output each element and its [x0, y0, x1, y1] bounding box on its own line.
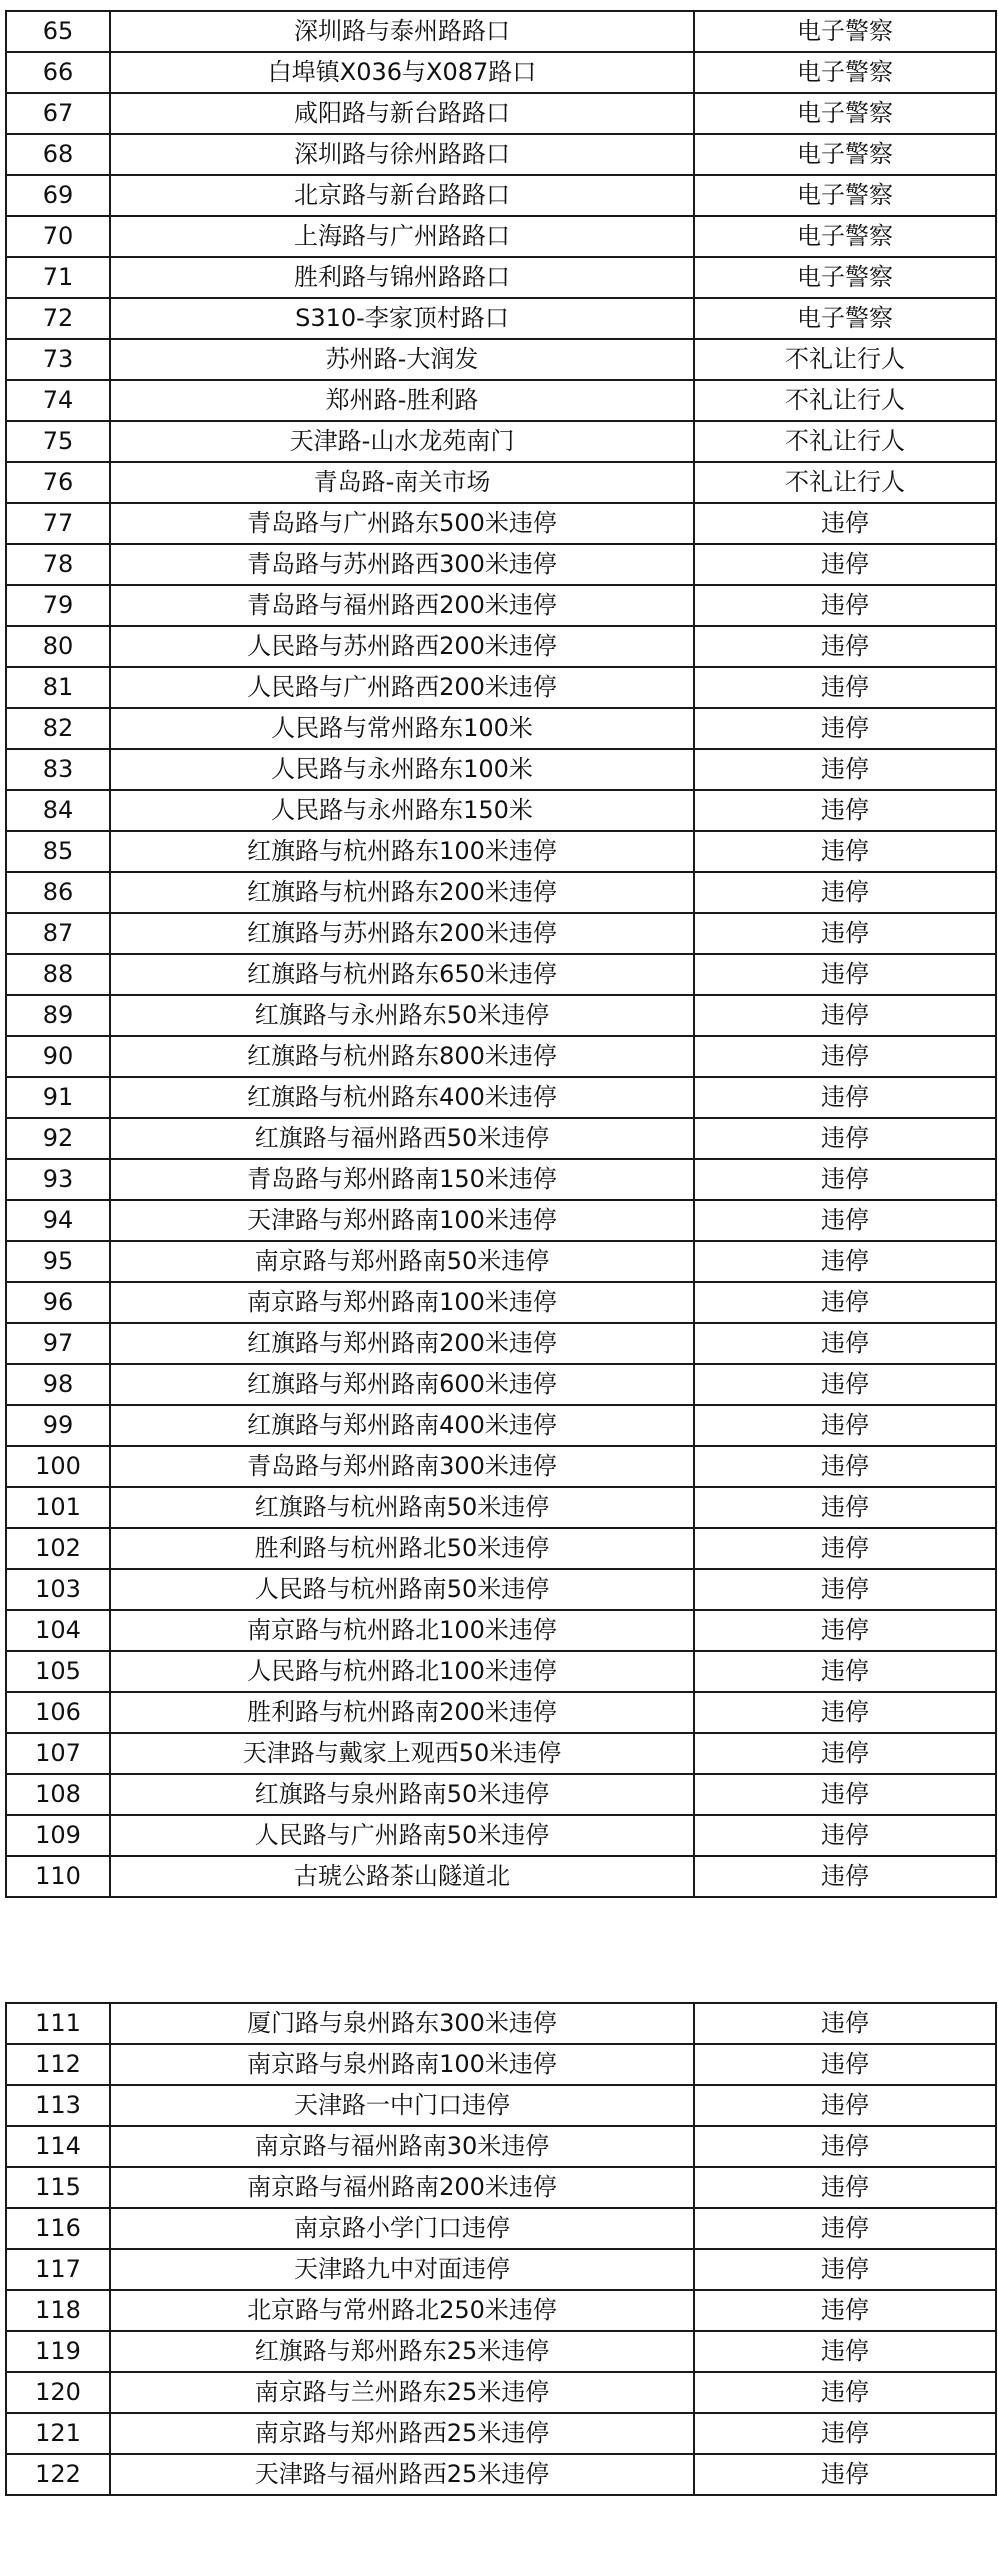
row-number-cell: 83: [6, 749, 110, 790]
row-number-cell: 65: [6, 11, 110, 52]
row-number-cell: 99: [6, 1405, 110, 1446]
location-cell: 红旗路与郑州路东25米违停: [110, 2331, 694, 2372]
violation-type-cell: 违停: [694, 667, 996, 708]
location-cell: 红旗路与永州路东50米违停: [110, 995, 694, 1036]
table-row: [6, 1692, 996, 1733]
table-row: [6, 913, 996, 954]
violation-type-cell: 违停: [694, 1651, 996, 1692]
row-number-cell: 106: [6, 1692, 110, 1733]
table-row: [6, 134, 996, 175]
row-number-cell: 120: [6, 2372, 110, 2413]
row-number-cell: 104: [6, 1610, 110, 1651]
row-number-cell: 122: [6, 2454, 110, 2495]
location-cell: 红旗路与杭州路东200米违停: [110, 872, 694, 913]
table-row: [6, 2085, 996, 2126]
violation-type-cell: 违停: [694, 2290, 996, 2331]
row-number-cell: 67: [6, 93, 110, 134]
table-row: [6, 1200, 996, 1241]
violation-type-cell: 违停: [694, 2044, 996, 2085]
location-cell: 古琥公路茶山隧道北: [110, 1856, 694, 1897]
violation-type-cell: 违停: [694, 2126, 996, 2167]
row-number-cell: 121: [6, 2413, 110, 2454]
table-row: [6, 2003, 996, 2044]
row-number-cell: 107: [6, 1733, 110, 1774]
row-number-cell: 94: [6, 1200, 110, 1241]
table-row: [6, 585, 996, 626]
row-number-cell: 116: [6, 2208, 110, 2249]
location-cell: 天津路与福州路西25米违停: [110, 2454, 694, 2495]
violation-type-cell: 违停: [694, 1815, 996, 1856]
location-cell: 红旗路与福州路西50米违停: [110, 1118, 694, 1159]
violation-type-cell: 不礼让行人: [694, 339, 996, 380]
table-row: [6, 954, 996, 995]
violation-type-cell: 违停: [694, 1610, 996, 1651]
table-row: [6, 216, 996, 257]
location-cell: 南京路小学门口违停: [110, 2208, 694, 2249]
violation-type-cell: 违停: [694, 1364, 996, 1405]
row-number-cell: 98: [6, 1364, 110, 1405]
table-row: [6, 872, 996, 913]
row-number-cell: 77: [6, 503, 110, 544]
violation-type-cell: 违停: [694, 1774, 996, 1815]
violation-type-cell: 违停: [694, 749, 996, 790]
table-row: [6, 708, 996, 749]
location-cell: 厦门路与泉州路东300米违停: [110, 2003, 694, 2044]
row-number-cell: 101: [6, 1487, 110, 1528]
location-cell: 天津路-山水龙苑南门: [110, 421, 694, 462]
violation-type-cell: 违停: [694, 1733, 996, 1774]
table-row: [6, 2044, 996, 2085]
location-cell: 南京路与福州路南200米违停: [110, 2167, 694, 2208]
row-number-cell: 68: [6, 134, 110, 175]
violation-type-cell: 违停: [694, 872, 996, 913]
violation-type-cell: 违停: [694, 626, 996, 667]
violation-type-cell: 违停: [694, 1405, 996, 1446]
violation-type-cell: 违停: [694, 1323, 996, 1364]
row-number-cell: 103: [6, 1569, 110, 1610]
row-number-cell: 113: [6, 2085, 110, 2126]
row-number-cell: 86: [6, 872, 110, 913]
table-row: [6, 1487, 996, 1528]
violation-type-cell: 电子警察: [694, 93, 996, 134]
violation-type-cell: 违停: [694, 2372, 996, 2413]
table-row: [6, 1077, 996, 1118]
location-cell: 人民路与永州路东150米: [110, 790, 694, 831]
table-row: [6, 1159, 996, 1200]
location-cell: 南京路与福州路南30米违停: [110, 2126, 694, 2167]
violation-type-cell: 不礼让行人: [694, 462, 996, 503]
row-number-cell: 117: [6, 2249, 110, 2290]
location-cell: 胜利路与杭州路南200米违停: [110, 1692, 694, 1733]
violation-type-cell: 违停: [694, 1282, 996, 1323]
violation-type-cell: 不礼让行人: [694, 421, 996, 462]
location-cell: 红旗路与郑州路南600米违停: [110, 1364, 694, 1405]
location-cell: 天津路与戴家上观西50米违停: [110, 1733, 694, 1774]
row-number-cell: 93: [6, 1159, 110, 1200]
row-number-cell: 90: [6, 1036, 110, 1077]
violation-type-cell: 违停: [694, 954, 996, 995]
table-row: [6, 1610, 996, 1651]
row-number-cell: 112: [6, 2044, 110, 2085]
location-cell: 上海路与广州路路口: [110, 216, 694, 257]
location-cell: 青岛路与福州路西200米违停: [110, 585, 694, 626]
table-row: [6, 749, 996, 790]
location-cell: 深圳路与徐州路路口: [110, 134, 694, 175]
violation-type-cell: 违停: [694, 2413, 996, 2454]
violation-type-cell: 电子警察: [694, 216, 996, 257]
table-row: [6, 1241, 996, 1282]
violation-type-cell: 违停: [694, 1856, 996, 1897]
violation-type-cell: 违停: [694, 790, 996, 831]
table-row: [6, 1856, 996, 1897]
location-cell: 天津路九中对面违停: [110, 2249, 694, 2290]
table-row: [6, 1528, 996, 1569]
row-number-cell: 85: [6, 831, 110, 872]
table-row: [6, 1323, 996, 1364]
location-cell: 白埠镇X036与X087路口: [110, 52, 694, 93]
camera-list-table-part-2: [5, 2002, 997, 2496]
location-cell: 青岛路与广州路东500米违停: [110, 503, 694, 544]
row-number-cell: 74: [6, 380, 110, 421]
table-row: [6, 2126, 996, 2167]
row-number-cell: 71: [6, 257, 110, 298]
location-cell: 人民路与杭州路南50米违停: [110, 1569, 694, 1610]
table-row: [6, 11, 996, 52]
row-number-cell: 84: [6, 790, 110, 831]
row-number-cell: 79: [6, 585, 110, 626]
location-cell: 胜利路与杭州路北50米违停: [110, 1528, 694, 1569]
violation-type-cell: 违停: [694, 2085, 996, 2126]
row-number-cell: 97: [6, 1323, 110, 1364]
table-row: [6, 175, 996, 216]
violation-type-cell: 电子警察: [694, 175, 996, 216]
row-number-cell: 119: [6, 2331, 110, 2372]
table-row: [6, 1364, 996, 1405]
table-row: [6, 257, 996, 298]
violation-type-cell: 违停: [694, 1077, 996, 1118]
location-cell: 天津路一中门口违停: [110, 2085, 694, 2126]
table-row: [6, 503, 996, 544]
table-row: [6, 2413, 996, 2454]
violation-type-cell: 违停: [694, 913, 996, 954]
violation-type-cell: 电子警察: [694, 298, 996, 339]
location-cell: 青岛路-南关市场: [110, 462, 694, 503]
table-row: [6, 462, 996, 503]
table-row: [6, 1282, 996, 1323]
row-number-cell: 78: [6, 544, 110, 585]
violation-type-cell: 电子警察: [694, 11, 996, 52]
table-row: [6, 52, 996, 93]
table-row: [6, 421, 996, 462]
location-cell: 人民路与常州路东100米: [110, 708, 694, 749]
location-cell: 人民路与苏州路西200米违停: [110, 626, 694, 667]
location-cell: 人民路与广州路西200米违停: [110, 667, 694, 708]
location-cell: 青岛路与郑州路南150米违停: [110, 1159, 694, 1200]
violation-type-cell: 不礼让行人: [694, 380, 996, 421]
violation-type-cell: 违停: [694, 1692, 996, 1733]
location-cell: 人民路与永州路东100米: [110, 749, 694, 790]
row-number-cell: 69: [6, 175, 110, 216]
table-body: [6, 2003, 996, 2495]
row-number-cell: 115: [6, 2167, 110, 2208]
row-number-cell: 91: [6, 1077, 110, 1118]
violation-type-cell: 违停: [694, 1528, 996, 1569]
table-row: [6, 1446, 996, 1487]
violation-type-cell: 违停: [694, 2167, 996, 2208]
table-row: [6, 2372, 996, 2413]
violation-type-cell: 违停: [694, 995, 996, 1036]
table-row: [6, 339, 996, 380]
table-row: [6, 1569, 996, 1610]
violation-type-cell: 违停: [694, 2208, 996, 2249]
violation-type-cell: 电子警察: [694, 257, 996, 298]
row-number-cell: 70: [6, 216, 110, 257]
row-number-cell: 87: [6, 913, 110, 954]
table-row: [6, 380, 996, 421]
violation-type-cell: 违停: [694, 503, 996, 544]
table-row: [6, 790, 996, 831]
violation-type-cell: 违停: [694, 2249, 996, 2290]
row-number-cell: 118: [6, 2290, 110, 2331]
table-row: [6, 1774, 996, 1815]
violation-type-cell: 违停: [694, 1118, 996, 1159]
violation-type-cell: 违停: [694, 2454, 996, 2495]
row-number-cell: 82: [6, 708, 110, 749]
row-number-cell: 111: [6, 2003, 110, 2044]
location-cell: 胜利路与锦州路路口: [110, 257, 694, 298]
row-number-cell: 89: [6, 995, 110, 1036]
location-cell: 青岛路与苏州路西300米违停: [110, 544, 694, 585]
row-number-cell: 88: [6, 954, 110, 995]
row-number-cell: 110: [6, 1856, 110, 1897]
violation-type-cell: 违停: [694, 1446, 996, 1487]
location-cell: 人民路与广州路南50米违停: [110, 1815, 694, 1856]
violation-type-cell: 违停: [694, 544, 996, 585]
location-cell: 咸阳路与新台路路口: [110, 93, 694, 134]
location-cell: 红旗路与杭州路东800米违停: [110, 1036, 694, 1077]
table-row: [6, 2167, 996, 2208]
table-body: [6, 11, 996, 1897]
location-cell: 南京路与郑州路南100米违停: [110, 1282, 694, 1323]
row-number-cell: 66: [6, 52, 110, 93]
row-number-cell: 105: [6, 1651, 110, 1692]
violation-type-cell: 违停: [694, 1241, 996, 1282]
violation-type-cell: 违停: [694, 1200, 996, 1241]
violation-type-cell: 电子警察: [694, 52, 996, 93]
location-cell: 南京路与郑州路西25米违停: [110, 2413, 694, 2454]
row-number-cell: 75: [6, 421, 110, 462]
violation-type-cell: 违停: [694, 2003, 996, 2044]
location-cell: 南京路与郑州路南50米违停: [110, 1241, 694, 1282]
location-cell: 苏州路-大润发: [110, 339, 694, 380]
table-row: [6, 1405, 996, 1446]
row-number-cell: 92: [6, 1118, 110, 1159]
location-cell: 北京路与常州路北250米违停: [110, 2290, 694, 2331]
violation-type-cell: 违停: [694, 1036, 996, 1077]
row-number-cell: 109: [6, 1815, 110, 1856]
location-cell: 红旗路与泉州路南50米违停: [110, 1774, 694, 1815]
violation-type-cell: 违停: [694, 831, 996, 872]
table-row: [6, 1036, 996, 1077]
violation-type-cell: 违停: [694, 708, 996, 749]
table-row: [6, 2454, 996, 2495]
location-cell: 红旗路与杭州路东650米违停: [110, 954, 694, 995]
row-number-cell: 100: [6, 1446, 110, 1487]
table-row: [6, 544, 996, 585]
location-cell: 红旗路与杭州路东400米违停: [110, 1077, 694, 1118]
violation-type-cell: 违停: [694, 1569, 996, 1610]
table-row: [6, 93, 996, 134]
location-cell: 红旗路与郑州路南400米违停: [110, 1405, 694, 1446]
violation-type-cell: 违停: [694, 2331, 996, 2372]
row-number-cell: 76: [6, 462, 110, 503]
location-cell: 郑州路-胜利路: [110, 380, 694, 421]
camera-list-table-part-1: [5, 10, 997, 1898]
table-row: [6, 1118, 996, 1159]
table-row: [6, 831, 996, 872]
table-row: [6, 667, 996, 708]
location-cell: 人民路与杭州路北100米违停: [110, 1651, 694, 1692]
location-cell: 红旗路与郑州路南200米违停: [110, 1323, 694, 1364]
row-number-cell: 72: [6, 298, 110, 339]
row-number-cell: 81: [6, 667, 110, 708]
row-number-cell: 95: [6, 1241, 110, 1282]
row-number-cell: 108: [6, 1774, 110, 1815]
row-number-cell: 80: [6, 626, 110, 667]
table-row: [6, 1815, 996, 1856]
table-row: [6, 2249, 996, 2290]
violation-type-cell: 电子警察: [694, 134, 996, 175]
violation-type-cell: 违停: [694, 585, 996, 626]
location-cell: 红旗路与杭州路南50米违停: [110, 1487, 694, 1528]
location-cell: S310-李家顶村路口: [110, 298, 694, 339]
table-row: [6, 298, 996, 339]
location-cell: 北京路与新台路路口: [110, 175, 694, 216]
row-number-cell: 96: [6, 1282, 110, 1323]
location-cell: 南京路与兰州路东25米违停: [110, 2372, 694, 2413]
table-row: [6, 1733, 996, 1774]
row-number-cell: 73: [6, 339, 110, 380]
row-number-cell: 114: [6, 2126, 110, 2167]
table-row: [6, 1651, 996, 1692]
location-cell: 南京路与杭州路北100米违停: [110, 1610, 694, 1651]
row-number-cell: 102: [6, 1528, 110, 1569]
table-row: [6, 2290, 996, 2331]
location-cell: 红旗路与苏州路东200米违停: [110, 913, 694, 954]
violation-type-cell: 违停: [694, 1159, 996, 1200]
table-row: [6, 995, 996, 1036]
location-cell: 红旗路与杭州路东100米违停: [110, 831, 694, 872]
location-cell: 天津路与郑州路南100米违停: [110, 1200, 694, 1241]
table-row: [6, 2208, 996, 2249]
table-row: [6, 626, 996, 667]
violation-type-cell: 违停: [694, 1487, 996, 1528]
location-cell: 南京路与泉州路南100米违停: [110, 2044, 694, 2085]
table-row: [6, 2331, 996, 2372]
location-cell: 深圳路与泰州路路口: [110, 11, 694, 52]
location-cell: 青岛路与郑州路南300米违停: [110, 1446, 694, 1487]
